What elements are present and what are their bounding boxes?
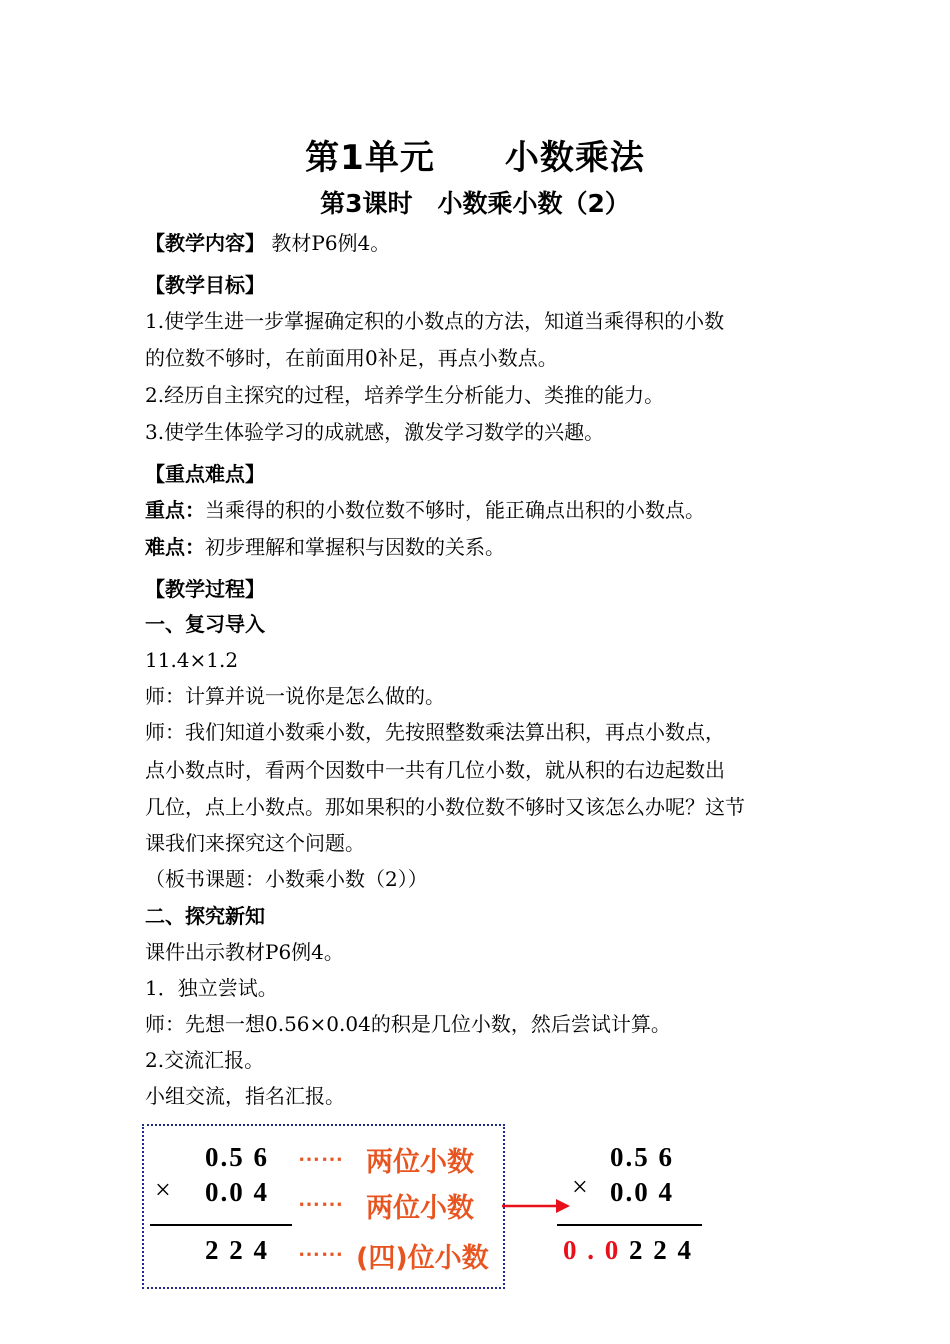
goal-line: 的位数不够时，在前面用0补足，再点小数点。 (145, 346, 558, 370)
note-two-places-1: 两位小数 (366, 1147, 474, 1178)
process-line: 师：我们知道小数乘小数，先按照整数乘法算出积，再点小数点， (145, 720, 725, 744)
arrow-right-icon (500, 1196, 572, 1216)
left-factor2: 0.0 4 (205, 1177, 269, 1207)
right-factor1: 0.5 6 (610, 1142, 674, 1172)
process-line: 课件出示教材P6例4。 (145, 940, 344, 964)
difficult-point-row (145, 534, 505, 560)
lesson-title: 第3课时 小数乘小数（2） (320, 189, 630, 218)
right-factor2: 0.0 4 (610, 1177, 674, 1207)
right-divider (557, 1224, 702, 1226)
difficult-text: 初步理解和掌握积与因数的关系。 (205, 535, 505, 559)
process-line: 师：计算并说一说你是怎么做的。 (145, 684, 445, 708)
right-product (563, 1235, 693, 1266)
left-factor1: 0.5 6 (205, 1142, 269, 1172)
key-text: 当乘得的积的小数位数不够时，能正确点出积的小数点。 (205, 498, 705, 522)
section1-heading: 一、复习导入 (145, 612, 265, 636)
note-four-places: (四)位小数 (356, 1243, 489, 1274)
product-digits: 2 2 4 (620, 1235, 693, 1265)
dots-leader: ⋯⋯ (298, 1191, 344, 1217)
content-row (145, 230, 390, 256)
product-leading-zeros: 0 . 0 (563, 1235, 621, 1265)
process-line: 11.4×1.2 (145, 648, 239, 672)
key-label: 重点： (145, 498, 205, 522)
keypoints-heading: 【重点难点】 (145, 462, 265, 486)
process-line: 1．独立尝试。 (145, 976, 278, 1000)
note-two-places-2: 两位小数 (366, 1193, 474, 1224)
goal-line: 3.使学生体验学习的成就感，激发学习数学的兴趣。 (145, 420, 605, 444)
left-divider (150, 1224, 292, 1226)
process-heading: 【教学过程】 (145, 577, 265, 601)
goal-line: 2.经历自主探究的过程，培养学生分析能力、类推的能力。 (145, 383, 665, 407)
left-product: 2 2 4 (205, 1235, 269, 1265)
process-line: 师：先想一想0.56×0.04的积是几位小数，然后尝试计算。 (145, 1012, 671, 1036)
process-line: （板书课题：小数乘小数（2）） (145, 867, 428, 891)
goals-heading: 【教学目标】 (145, 273, 265, 297)
difficult-label: 难点： (145, 535, 205, 559)
unit-title: 第1单元 小数乘法 (305, 138, 645, 178)
process-line: 点小数点时，看两个因数中一共有几位小数，就从积的右边起数出 (145, 758, 725, 782)
goal-line: 1.使学生进一步掌握确定积的小数点的方法，知道当乘得积的小数 (145, 309, 725, 333)
section2-heading: 二、探究新知 (145, 904, 265, 928)
process-line: 课我们来探究这个问题。 (145, 831, 365, 855)
left-times-sign: × (155, 1175, 173, 1206)
process-line: 2.交流汇报。 (145, 1048, 265, 1072)
process-line: 几位，点上小数点。那如果积的小数位数不够时又该怎么办呢？这节 (145, 795, 745, 819)
dots-leader: ⋯⋯ (298, 1241, 344, 1267)
content-text: 教材P6例4。 (271, 231, 391, 255)
right-times-sign: × (572, 1172, 590, 1203)
key-point-row (145, 497, 705, 523)
dots-leader: ⋯⋯ (298, 1146, 344, 1172)
process-line: 小组交流，指名汇报。 (145, 1084, 345, 1108)
content-label: 【教学内容】 (145, 231, 265, 255)
